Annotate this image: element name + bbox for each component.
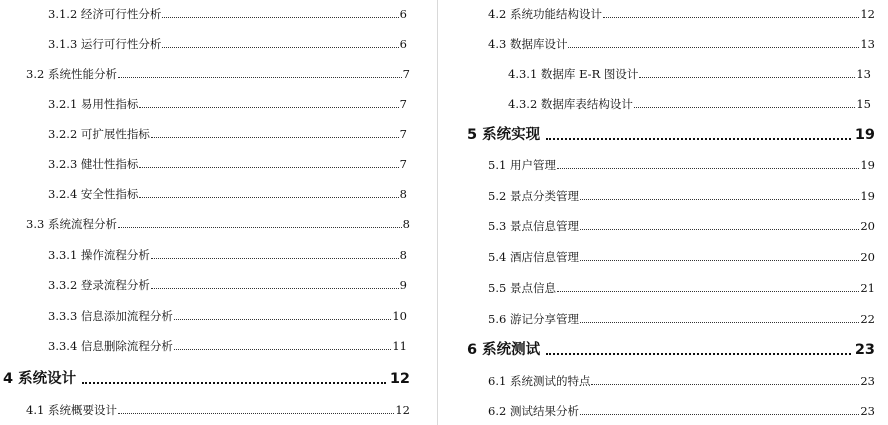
toc-chapter-5[interactable] (467, 126, 875, 144)
toc-entry-page: 11 (392, 339, 407, 353)
toc-entry-3-1-2[interactable] (48, 7, 407, 21)
dot-leader (557, 167, 859, 169)
toc-entry-label: 3.2 系统性能分析 (26, 67, 117, 81)
toc-entry-label: 6.2 测试结果分析 (488, 404, 579, 418)
toc-entry-page: 8 (399, 248, 407, 262)
dot-leader (118, 226, 402, 228)
toc-entry-label: 3.3.1 操作流程分析 (48, 248, 150, 262)
toc-entry-3-1-3[interactable] (48, 37, 407, 51)
dot-leader (580, 259, 859, 261)
toc-chapter-6[interactable] (467, 341, 875, 359)
toc-entry-page: 12 (395, 403, 410, 417)
toc-entry-3-2-3[interactable] (48, 157, 407, 171)
toc-entry-6-1[interactable] (488, 374, 875, 388)
toc-entry-label: 3.2.1 易用性指标 (48, 97, 139, 111)
toc-entry-label: 3.3 系统流程分析 (26, 217, 117, 231)
toc-entry-3-3-1[interactable] (48, 248, 407, 262)
toc-entry-4-3-2[interactable] (508, 97, 871, 111)
dot-leader (139, 196, 398, 198)
dot-leader (580, 228, 859, 230)
dot-leader (174, 318, 391, 320)
dot-leader (151, 136, 399, 138)
toc-entry-page: 7 (399, 97, 407, 111)
toc-entry-label: 3.2.2 可扩展性指标 (48, 127, 150, 141)
toc-entry-label: 3.1.3 运行可行性分析 (48, 37, 162, 51)
toc-entry-label: 5.2 景点分类管理 (488, 189, 579, 203)
toc-entry-page: 6 (399, 37, 407, 51)
dot-leader (546, 137, 851, 140)
toc-entry-page: 8 (402, 217, 410, 231)
toc-entry-page: 9 (399, 278, 407, 292)
toc-entry-label: 6.1 系统测试的特点 (488, 374, 591, 388)
toc-entry-3-2-4[interactable] (48, 187, 407, 201)
dot-leader (568, 46, 859, 48)
toc-entry-page: 8 (399, 187, 407, 201)
dot-leader (139, 166, 398, 168)
toc-chapter-label: 4 系统设计 (3, 371, 77, 387)
toc-entry-5-3[interactable] (488, 219, 875, 233)
toc-entry-5-4[interactable] (488, 250, 875, 264)
toc-entry-page: 12 (860, 7, 875, 21)
dot-leader (557, 290, 859, 292)
toc-entry-page: 20 (860, 219, 875, 233)
toc-entry-6-2[interactable] (488, 404, 875, 418)
dot-leader (118, 76, 402, 78)
dot-leader (603, 16, 859, 18)
toc-entry-3-2[interactable] (26, 67, 410, 81)
dot-leader (639, 76, 855, 78)
dot-leader (580, 413, 859, 415)
toc-entry-page: 21 (860, 281, 875, 295)
toc-entry-5-1[interactable] (488, 158, 875, 172)
toc-entry-label: 3.1.2 经济可行性分析 (48, 7, 162, 21)
toc-entry-4-1[interactable] (26, 403, 410, 417)
toc-entry-3-3-2[interactable] (48, 278, 407, 292)
toc-entry-3-3-3[interactable] (48, 309, 407, 323)
toc-entry-page: 6 (399, 7, 407, 21)
toc-entry-page: 13 (860, 37, 875, 51)
toc-entry-label: 5.1 用户管理 (488, 158, 556, 172)
toc-entry-page: 15 (856, 97, 871, 111)
toc-entry-label: 3.2.3 健壮性指标 (48, 157, 139, 171)
toc-entry-label: 5.5 景点信息 (488, 281, 556, 295)
page-divider (437, 0, 438, 425)
toc-entry-5-2[interactable] (488, 189, 875, 203)
dot-leader (82, 381, 386, 384)
toc-entry-label: 5.4 酒店信息管理 (488, 250, 579, 264)
toc-entry-5-5[interactable] (488, 281, 875, 295)
toc-entry-4-3-1[interactable] (508, 67, 871, 81)
toc-entry-page: 23 (860, 374, 875, 388)
toc-entry-3-3[interactable] (26, 217, 410, 231)
toc-entry-page: 19 (860, 189, 875, 203)
toc-entry-page: 23 (860, 404, 875, 418)
toc-entry-3-3-4[interactable] (48, 339, 407, 353)
toc-entry-page: 7 (402, 67, 410, 81)
toc-entry-4-3[interactable] (488, 37, 875, 51)
dot-leader (118, 412, 394, 414)
toc-entry-label: 3.3.2 登录流程分析 (48, 278, 150, 292)
dot-leader (162, 16, 398, 18)
toc-entry-5-6[interactable] (488, 312, 875, 326)
toc-entry-page: 7 (399, 127, 407, 141)
toc-entry-page: 19 (860, 158, 875, 172)
toc-entry-label: 4.3.2 数据库表结构设计 (508, 97, 633, 111)
dot-leader (591, 383, 859, 385)
toc-entry-label: 3.3.3 信息添加流程分析 (48, 309, 173, 323)
dot-leader (634, 106, 855, 108)
toc-chapter-page: 19 (854, 127, 875, 143)
toc-entry-3-2-2[interactable] (48, 127, 407, 141)
toc-entry-page: 22 (860, 312, 875, 326)
toc-chapter-4[interactable] (3, 370, 410, 388)
dot-leader (151, 257, 399, 259)
toc-entry-page: 20 (860, 250, 875, 264)
dot-leader (162, 46, 398, 48)
toc-entry-page: 13 (856, 67, 871, 81)
toc-page-right (441, 0, 888, 425)
toc-entry-label: 4.3 数据库设计 (488, 37, 568, 51)
dot-leader (580, 198, 859, 200)
toc-entry-page: 7 (399, 157, 407, 171)
toc-entry-page: 10 (392, 309, 407, 323)
toc-entry-label: 4.2 系统功能结构设计 (488, 7, 602, 21)
dot-leader (139, 106, 398, 108)
toc-chapter-page: 12 (389, 371, 410, 387)
toc-chapter-page: 23 (854, 342, 875, 358)
toc-entry-label: 5.3 景点信息管理 (488, 219, 579, 233)
toc-entry-label: 3.2.4 安全性指标 (48, 187, 139, 201)
toc-entry-label: 4.3.1 数据库 E-R 图设计 (508, 67, 639, 81)
dot-leader (174, 348, 391, 350)
toc-entry-label: 4.1 系统概要设计 (26, 403, 117, 417)
toc-page-left (0, 0, 437, 425)
dot-leader (580, 321, 859, 323)
dot-leader (546, 352, 851, 355)
toc-entry-label: 3.3.4 信息删除流程分析 (48, 339, 173, 353)
toc-entry-label: 5.6 游记分享管理 (488, 312, 579, 326)
toc-chapter-label: 5 系统实现 (467, 127, 541, 143)
toc-entry-3-2-1[interactable] (48, 97, 407, 111)
toc-entry-4-2[interactable] (488, 7, 875, 21)
dot-leader (151, 287, 399, 289)
toc-chapter-label: 6 系统测试 (467, 342, 541, 358)
